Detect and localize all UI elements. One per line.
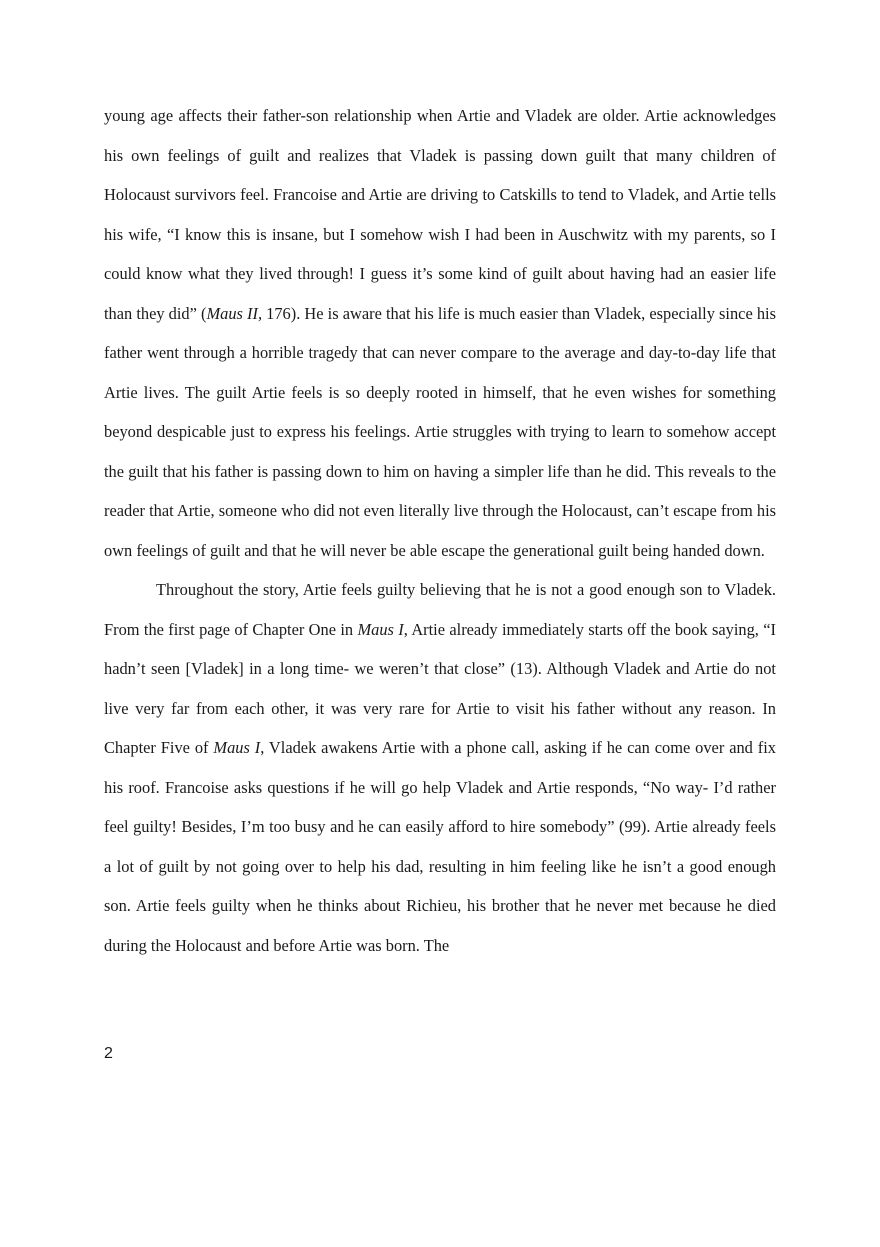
page-number: 2 bbox=[104, 1045, 113, 1062]
body-text bbox=[104, 96, 776, 965]
paragraph-2-segment: , Vladek awakens Artie with a phone call, asking if he can come over and fix his roof. Francoise asks questions if he will go help Vladek and Artie responds, “No way- I’d rather feel guilty! Besides, I’m too busy and he can easily afford to hire somebody” (99). Artie already feels a lot of guilt by not going over to help his dad, resulting in him feeling like he isn’t a good enough son. Artie feels guilty when he thinks about Richieu, his brother that he never met because he died during the Holocaust and before Artie was born. The bbox=[104, 738, 776, 955]
paragraph-2-segment: , Artie already immediately starts off the book saying, “I hadn’t seen [Vladek] in a long time- we weren’t that close” (13). Although Vladek and Artie do not live very far from each other, it was very rare for Artie to visit his father without any reason. In Chapter Five of bbox=[104, 619, 776, 757]
paragraph-1-segment: young age affects their father-son relationship when Artie and Vladek are older. Artie acknowledges his own feelings of guilt and realizes that Vladek is passing down guilt that many children of Holocaust survivors feel. Francoise and Artie are driving to Catskills to tend to Vladek, and Artie tells his wife, “I know this is insane, but I somehow wish I had been in Auschwitz with my parents, so I could know what they lived through! I guess it’s some kind of guilt about having had an easier life than they did” ( bbox=[104, 106, 776, 323]
paragraph-1 bbox=[104, 96, 776, 570]
citation-title-maus-i: Maus I bbox=[357, 619, 404, 639]
citation-title-maus-i: Maus I bbox=[213, 738, 261, 757]
paragraph-2-segment: Throughout the story, Artie feels guilty believing that he is not a good enough son to Vladek. From the first page of Chapter One in bbox=[104, 580, 776, 639]
paragraph-1-segment: 176). He is aware that his life is much easier than Vladek, especially since his father went through a horrible tragedy that can never compare to the average and day-to-day life that Artie lives. The guilt Artie feels is so deeply rooted in himself, that he even wishes for something beyond despicable just to express his feelings. Artie struggles with trying to learn to somehow accept the guilt that his father is passing down to him on having a simpler life than he did. This reveals to the reader that Artie, someone who did not even literally live through the Holocaust, can’t escape from his own feelings of guilt and that he will never be able escape the generational guilt being handed down. bbox=[104, 303, 776, 560]
citation-title-maus-ii: Maus II, bbox=[206, 303, 263, 323]
paragraph-2 bbox=[104, 570, 776, 965]
